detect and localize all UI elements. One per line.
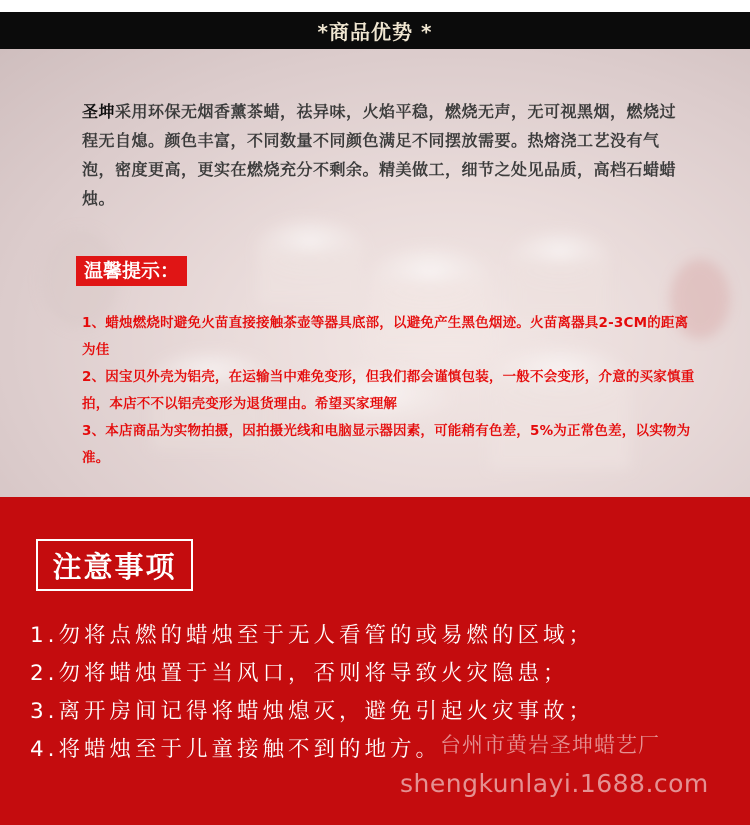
tip-item: 1、蜡烛燃烧时避免火苗直接接触茶壶等器具底部，以避免产生黑色烟迹。火苗离器具2-3CM的距离为佳 bbox=[82, 315, 689, 358]
header-banner bbox=[0, 12, 750, 49]
warm-tips-title: 温馨提示： bbox=[76, 256, 187, 286]
watermark-company: 台州市黄岩圣坤蜡艺厂 bbox=[440, 733, 660, 757]
watermark-url: shengkunlayi.1688.com bbox=[400, 769, 709, 798]
top-margin bbox=[0, 0, 750, 12]
notice-item: 4.将蜡烛至于儿童接触不到的地方。 bbox=[30, 737, 442, 762]
brand-name: 圣坤 bbox=[82, 102, 116, 121]
warm-tips-list bbox=[82, 310, 702, 472]
product-advantage-section bbox=[0, 49, 750, 497]
intro-text: 采用环保无烟香薰茶蜡，祛异味，火焰平稳，燃烧无声，无可视黑烟，燃烧过程无自熄。颜色丰富，不同数量不同颜色满足不同摆放需要。热熔浇工艺没有气泡，密度更高，更实在燃烧充分不剩余。精美做工，细节之处见品质，高档石蜡蜡烛。 bbox=[82, 102, 677, 208]
intro-paragraph bbox=[82, 97, 682, 213]
notice-item: 2.勿将蜡烛置于当风口，否则将导致火灾隐患； bbox=[30, 661, 569, 686]
tip-item: 2、因宝贝外壳为铝壳，在运输当中难免变形，但我们都会谨慎包装，一般不会变形，介意的买家慎重拍，本店不不以铝壳变形为退货理由。希望买家理解 bbox=[82, 369, 695, 412]
notice-title-box bbox=[36, 539, 193, 591]
header-title: *商品优势 * bbox=[317, 20, 433, 44]
notice-item: 1.勿将点燃的蜡烛至于无人看管的或易燃的区域； bbox=[30, 623, 595, 648]
tip-item: 3、本店商品为实物拍摄，因拍摄光线和电脑显示器因素，可能稍有色差，5%为正常色差，以实物为准。 bbox=[82, 423, 691, 466]
notice-title: 注意事项 bbox=[52, 549, 177, 584]
notice-item: 3.离开房间记得将蜡烛熄灭，避免引起火灾事故； bbox=[30, 699, 595, 724]
notice-section bbox=[0, 497, 750, 825]
